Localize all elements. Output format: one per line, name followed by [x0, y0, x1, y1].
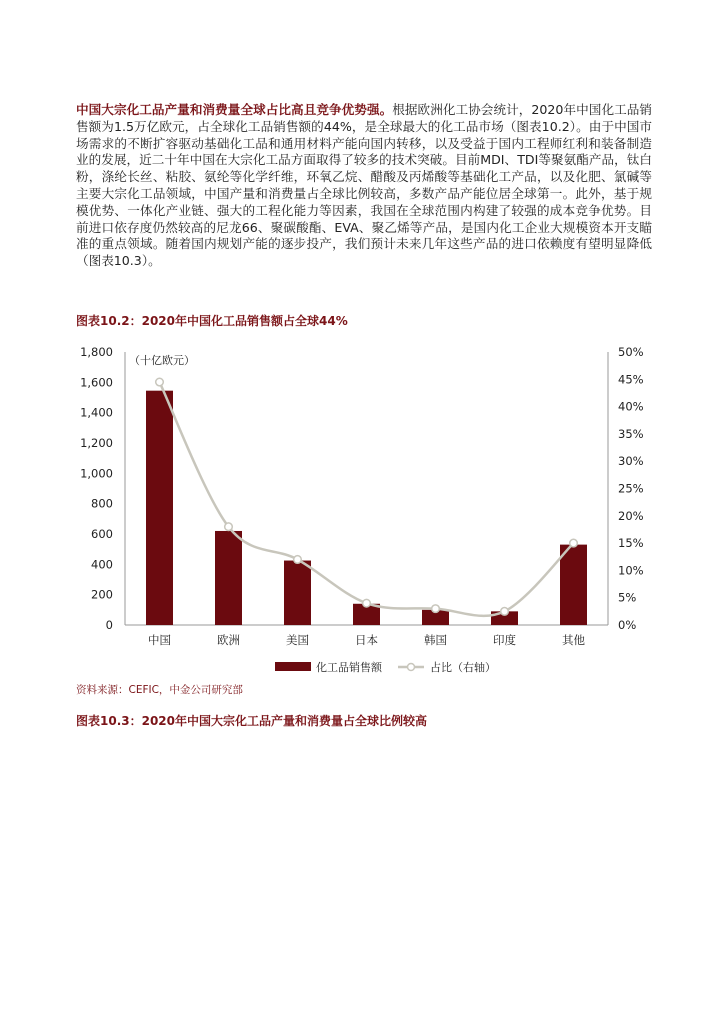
left-tick-label: 1,800 [80, 345, 113, 359]
left-tick-label: 1,000 [80, 466, 113, 481]
body-paragraph [76, 102, 652, 270]
legend-bar-swatch [275, 662, 311, 671]
share-point-欧洲 [225, 523, 233, 531]
share-point-日本 [363, 599, 371, 607]
bar-欧洲 [215, 531, 242, 625]
left-tick-label: 0 [105, 618, 113, 632]
right-tick-label: 10% [618, 563, 644, 578]
category-label: 中国 [148, 633, 171, 647]
share-point-中国 [156, 378, 164, 386]
category-label: 美国 [286, 633, 309, 647]
category-label: 韩国 [424, 633, 447, 647]
left-tick-label: 1,200 [80, 436, 113, 450]
category-label: 其他 [562, 633, 585, 647]
sales-share-chart [70, 336, 654, 682]
category-label: 日本 [355, 633, 378, 647]
paragraph-lead: 中国大宗化工品产量和消费量全球占比高且竞争优势强。 [76, 102, 393, 117]
paragraph-body: 根据欧洲化工协会统计，2020年中国化工品销售额为1.5万亿欧元，占全球化工品销售额的44%，是全球最大的化工品市场（图表10.2）。由于中国市场需求的不断扩容驱动基础化工品和通用材料产能向国内转移，以及受益于国内工程师红利和装备制造业的发展，近二十年中国在大宗化工品方面取得了较多的技术突破。目前MDI、TDI等聚氨酯产品，钛白粉，涤纶长丝、粘胶、氨纶等化学纤维，环氧乙烷、醋酸及丙烯酸等基础化工产品，以及化肥、氯碱等主要大宗化工品领域，中国产量和消费量占全球比例较高，多数产品产能位居全球第一。此外，基于规模优势、一体化产业链、强大的工程化能力等因素，我国在全球范围内构建了较强的成本竞争优势。目前进口依存度仍然较高的尼龙66、聚碳酸酯、EVA、聚乙烯等产品，是国内化工企业大规模资本开支瞄准的重点领域。随着国内规划产能的逐步投产，我们预计未来几年这些产品的进口依赖度有望明显降低（图表10.3）。 [76, 102, 652, 269]
unit-label: （十亿欧元） [129, 354, 195, 367]
left-tick-label: 400 [91, 557, 113, 572]
share-point-美国 [294, 556, 302, 564]
figure-title-2: 图表10.3：2020年中国大宗化工品产量和消费量占全球比例较高 [76, 714, 428, 728]
left-tick-label: 600 [91, 527, 113, 541]
share-point-韩国 [432, 605, 440, 613]
left-tick-label: 200 [91, 587, 113, 602]
right-tick-label: 20% [618, 508, 644, 523]
right-tick-label: 45% [618, 372, 644, 387]
right-tick-label: 30% [618, 454, 644, 469]
share-point-印度 [501, 608, 509, 616]
category-label: 欧洲 [217, 633, 240, 647]
legend-line-marker [408, 664, 415, 671]
right-tick-label: 0% [618, 618, 637, 632]
right-tick-label: 50% [618, 345, 644, 359]
right-tick-label: 40% [618, 399, 644, 414]
right-tick-label: 5% [618, 590, 637, 605]
right-tick-label: 15% [618, 536, 644, 551]
legend-line-label: 占比（右轴） [430, 661, 496, 674]
bar-中国 [146, 391, 173, 625]
left-tick-label: 800 [91, 496, 113, 511]
bar-其他 [560, 545, 587, 625]
figure-title: 图表10.2：2020年中国化工品销售额占全球44% [76, 314, 348, 328]
source-note: 资料来源：CEFIC，中金公司研究部 [76, 684, 243, 696]
right-tick-label: 35% [618, 426, 644, 441]
left-tick-label: 1,400 [80, 405, 113, 420]
right-tick-label: 25% [618, 481, 644, 496]
share-point-其他 [570, 539, 578, 547]
bar-美国 [284, 561, 311, 625]
left-tick-label: 1,600 [80, 375, 113, 390]
category-label: 印度 [493, 633, 516, 647]
legend-bar-label: 化工品销售额 [316, 661, 382, 674]
